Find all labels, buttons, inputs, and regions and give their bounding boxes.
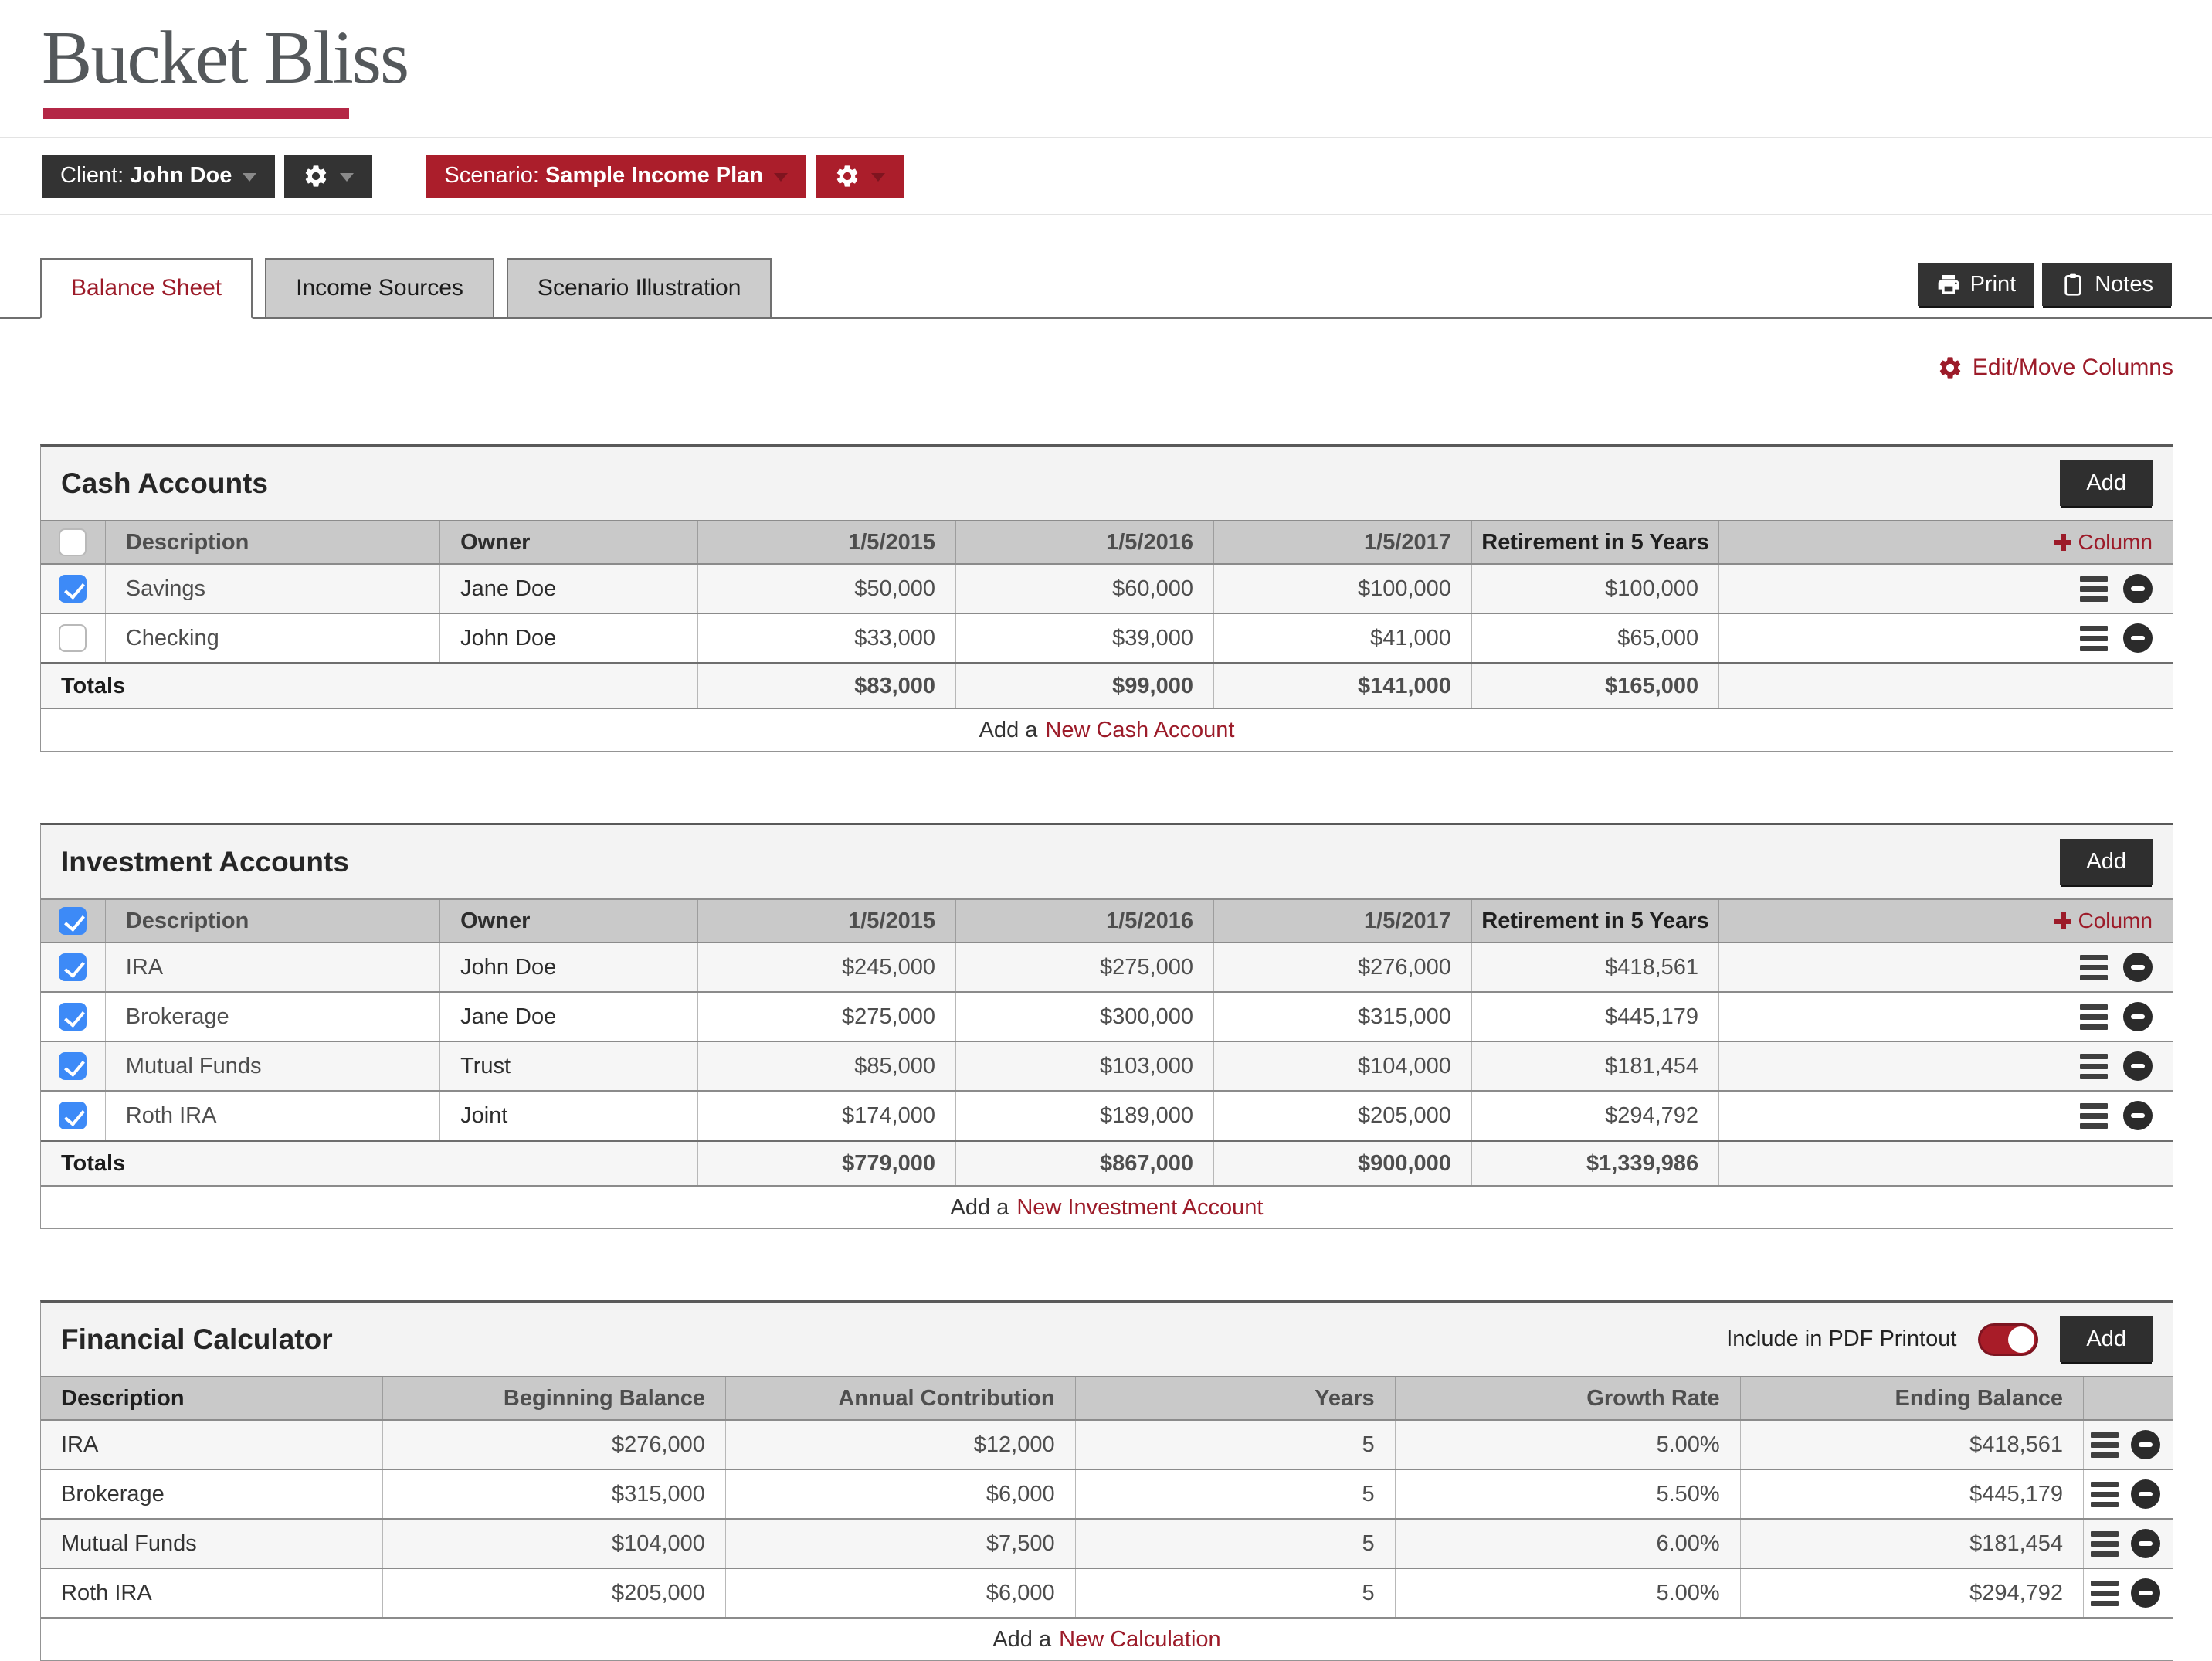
logo-underline [43, 108, 349, 119]
table-footer [41, 708, 2173, 751]
calculator-add-button[interactable]: Add [2060, 1316, 2153, 1362]
column-header-description: Description [105, 900, 439, 942]
row-description: Checking [105, 614, 439, 662]
row-value: $104,000 [1213, 1042, 1471, 1090]
row-value: $39,000 [955, 614, 1213, 662]
row-value: $445,179 [1471, 993, 1718, 1041]
section-title: Cash Accounts [61, 467, 268, 499]
cash-table-header [41, 521, 2173, 563]
table-row [41, 1419, 2173, 1469]
row-value: $12,000 [725, 1421, 1075, 1469]
drag-handle-icon[interactable] [2091, 1432, 2119, 1458]
row-value: $6,000 [725, 1470, 1075, 1518]
row-value: $50,000 [697, 565, 955, 613]
row-value: $445,179 [1740, 1470, 2083, 1518]
column-header-2015: 1/5/2015 [697, 900, 955, 942]
remove-row-icon[interactable] [2123, 574, 2153, 603]
plus-icon [2054, 534, 2071, 551]
print-button[interactable] [1918, 263, 2035, 306]
remove-row-icon[interactable] [2123, 1101, 2153, 1130]
total-value: $83,000 [697, 664, 955, 708]
total-value: $900,000 [1213, 1142, 1471, 1185]
app-header [0, 0, 2212, 138]
row-value: $41,000 [1213, 614, 1471, 662]
row-description: Savings [105, 565, 439, 613]
calculator-table-header [41, 1377, 2173, 1419]
row-value: 5 [1075, 1470, 1395, 1518]
row-value: 5 [1075, 1569, 1395, 1617]
drag-handle-icon[interactable] [2080, 626, 2108, 651]
drag-handle-icon[interactable] [2091, 1581, 2119, 1606]
scenario-settings-button[interactable] [816, 155, 904, 198]
new-investment-account-link[interactable]: New Investment Account [1016, 1194, 1264, 1220]
plus-icon [2054, 912, 2071, 929]
notes-label: Notes [2095, 271, 2153, 297]
row-value: $205,000 [1213, 1092, 1471, 1140]
financial-calculator-section [40, 1300, 2173, 1661]
row-owner: Trust [439, 1042, 697, 1090]
column-header-growth-rate: Growth Rate [1395, 1377, 1740, 1419]
remove-row-icon[interactable] [2123, 1002, 2153, 1031]
column-header-2017: 1/5/2017 [1213, 900, 1471, 942]
drag-handle-icon[interactable] [2080, 955, 2108, 980]
column-header-2015: 1/5/2015 [697, 521, 955, 563]
row-owner: John Doe [439, 943, 697, 991]
investment-select-all-checkbox[interactable] [59, 907, 87, 935]
column-header-retirement: Retirement in 5 Years [1471, 900, 1718, 942]
row-value: $65,000 [1471, 614, 1718, 662]
row-value: $315,000 [382, 1470, 725, 1518]
row-value: $181,454 [1740, 1520, 2083, 1568]
row-value: $294,792 [1740, 1569, 2083, 1617]
remove-row-icon[interactable] [2131, 1578, 2160, 1608]
total-value: $867,000 [955, 1142, 1213, 1185]
table-row [41, 613, 2173, 662]
total-value: $99,000 [955, 664, 1213, 708]
row-owner: John Doe [439, 614, 697, 662]
add-column-link[interactable]: Column [2054, 530, 2152, 555]
add-column-link[interactable]: Column [2054, 909, 2152, 933]
row-value: $294,792 [1471, 1092, 1718, 1140]
row-value: $103,000 [955, 1042, 1213, 1090]
column-header-description: Description [105, 521, 439, 563]
tab-actions [1918, 263, 2172, 306]
tab-bar [0, 258, 2212, 319]
row-description: IRA [61, 1432, 99, 1457]
totals-row [41, 662, 2173, 708]
column-header-owner: Owner [439, 521, 697, 563]
column-header-owner: Owner [439, 900, 697, 942]
totals-label: Totals [61, 673, 126, 698]
row-description: Brokerage [105, 993, 439, 1041]
app-logo [42, 16, 2212, 119]
row-value: $418,561 [1471, 943, 1718, 991]
row-value: $276,000 [382, 1421, 725, 1469]
tab-scenario-illustration[interactable]: Scenario Illustration [507, 258, 772, 317]
client-selector[interactable] [42, 155, 275, 198]
row-value: $174,000 [697, 1092, 955, 1140]
row-value: $100,000 [1471, 565, 1718, 613]
drag-handle-icon[interactable] [2080, 576, 2108, 602]
client-name: John Doe [130, 163, 232, 188]
column-header-2017: 1/5/2017 [1213, 521, 1471, 563]
row-value: $104,000 [382, 1520, 725, 1568]
tab-income-sources[interactable]: Income Sources [265, 258, 494, 317]
drag-handle-icon[interactable] [2080, 1004, 2108, 1030]
table-row [41, 942, 2173, 991]
chevron-down-icon [774, 173, 788, 182]
clipboard-icon [2061, 272, 2085, 297]
investment-accounts-section [40, 823, 2173, 1229]
row-owner: Joint [439, 1092, 697, 1140]
include-pdf-toggle[interactable] [1978, 1323, 2038, 1356]
gear-icon [303, 163, 329, 189]
scenario-selector[interactable] [426, 155, 806, 198]
row-value: $60,000 [955, 565, 1213, 613]
row-description: Roth IRA [61, 1580, 152, 1605]
row-value: $315,000 [1213, 993, 1471, 1041]
row-value: 5.50% [1395, 1470, 1740, 1518]
row-value: $205,000 [382, 1569, 725, 1617]
footer-prefix: Add a [992, 1626, 1052, 1652]
column-header-ending-balance: Ending Balance [1740, 1377, 2083, 1419]
scenario-name: Sample Income Plan [545, 163, 764, 188]
gear-icon [1937, 355, 1963, 381]
section-title: Financial Calculator [61, 1323, 333, 1355]
row-value: $275,000 [955, 943, 1213, 991]
tab-balance-sheet[interactable]: Balance Sheet [40, 258, 253, 319]
cash-accounts-section [40, 444, 2173, 752]
chevron-down-icon [243, 173, 256, 182]
totals-label: Totals [61, 1150, 126, 1176]
row-checkbox[interactable] [59, 1052, 87, 1080]
row-description: Mutual Funds [105, 1042, 439, 1090]
remove-row-icon[interactable] [2131, 1430, 2160, 1459]
table-footer [41, 1185, 2173, 1228]
row-value: $300,000 [955, 993, 1213, 1041]
row-value: $6,000 [725, 1569, 1075, 1617]
drag-handle-icon[interactable] [2080, 1054, 2108, 1079]
row-value: $100,000 [1213, 565, 1471, 613]
row-value: $181,454 [1471, 1042, 1718, 1090]
notes-button[interactable] [2042, 263, 2172, 306]
remove-row-icon[interactable] [2123, 953, 2153, 982]
column-header-retirement: Retirement in 5 Years [1471, 521, 1718, 563]
column-header-2016: 1/5/2016 [955, 521, 1213, 563]
row-value: $276,000 [1213, 943, 1471, 991]
row-description: Brokerage [61, 1481, 165, 1506]
row-value: 5.00% [1395, 1569, 1740, 1617]
remove-row-icon[interactable] [2131, 1529, 2160, 1558]
row-value: 5.00% [1395, 1421, 1740, 1469]
row-value: 5 [1075, 1520, 1395, 1568]
row-value: $33,000 [697, 614, 955, 662]
row-checkbox[interactable] [59, 953, 87, 981]
row-value: $189,000 [955, 1092, 1213, 1140]
edit-move-columns-link[interactable] [40, 355, 2173, 381]
row-value: $7,500 [725, 1520, 1075, 1568]
cash-section-header [41, 447, 2173, 521]
row-value: 6.00% [1395, 1520, 1740, 1568]
edit-move-columns-label: Edit/Move Columns [1972, 355, 2173, 380]
row-value: $275,000 [697, 993, 955, 1041]
table-row [41, 563, 2173, 613]
include-pdf-label: Include in PDF Printout [1726, 1326, 1957, 1351]
row-description: Roth IRA [105, 1092, 439, 1140]
footer-prefix: Add a [979, 717, 1038, 742]
client-toolbar [0, 138, 2212, 215]
scenario-prefix: Scenario: [444, 163, 539, 188]
row-value: $245,000 [697, 943, 955, 991]
row-checkbox[interactable] [59, 1003, 87, 1031]
column-header-description: Description [61, 1385, 185, 1411]
total-value: $1,339,986 [1471, 1142, 1718, 1185]
drag-handle-icon[interactable] [2080, 1103, 2108, 1129]
row-value: $85,000 [697, 1042, 955, 1090]
table-row [41, 1518, 2173, 1568]
row-value: $418,561 [1740, 1421, 2083, 1469]
column-header-2016: 1/5/2016 [955, 900, 1213, 942]
remove-row-icon[interactable] [2123, 1051, 2153, 1081]
client-settings-button[interactable] [284, 155, 372, 198]
row-value: 5 [1075, 1421, 1395, 1469]
section-title: Investment Accounts [61, 845, 349, 878]
row-description: IRA [105, 943, 439, 991]
cash-add-button[interactable]: Add [2060, 460, 2153, 506]
table-row [41, 1090, 2173, 1140]
investment-section-header [41, 825, 2173, 900]
investment-table-header [41, 900, 2173, 942]
cash-select-all-checkbox[interactable] [59, 528, 87, 556]
table-row [41, 1469, 2173, 1518]
total-value: $141,000 [1213, 664, 1471, 708]
row-owner: Jane Doe [439, 993, 697, 1041]
column-header-years: Years [1075, 1377, 1395, 1419]
table-footer [41, 1617, 2173, 1660]
printer-icon [1936, 272, 1961, 297]
new-calculation-link[interactable]: New Calculation [1059, 1626, 1221, 1652]
column-header-beginning-balance: Beginning Balance [382, 1377, 725, 1419]
chevron-down-icon [871, 173, 885, 182]
table-row [41, 991, 2173, 1041]
gear-icon [834, 163, 860, 189]
row-owner: Jane Doe [439, 565, 697, 613]
table-row [41, 1568, 2173, 1617]
remove-row-icon[interactable] [2123, 623, 2153, 653]
total-value: $165,000 [1471, 664, 1718, 708]
drag-handle-icon[interactable] [2091, 1482, 2119, 1507]
chevron-down-icon [340, 173, 354, 182]
drag-handle-icon[interactable] [2091, 1531, 2119, 1557]
new-cash-account-link[interactable]: New Cash Account [1045, 717, 1235, 742]
main-content [0, 355, 2212, 1661]
row-checkbox[interactable] [59, 1102, 87, 1129]
row-description: Mutual Funds [61, 1530, 197, 1556]
table-row [41, 1041, 2173, 1090]
investment-add-button[interactable]: Add [2060, 839, 2153, 885]
footer-prefix: Add a [950, 1194, 1009, 1220]
row-checkbox[interactable] [59, 575, 87, 603]
app-logo-text: Bucket Bliss [42, 16, 409, 100]
client-prefix: Client: [60, 163, 124, 188]
column-header-annual-contribution: Annual Contribution [725, 1377, 1075, 1419]
remove-row-icon[interactable] [2131, 1479, 2160, 1509]
print-label: Print [1969, 271, 2017, 297]
row-checkbox[interactable] [59, 624, 87, 652]
totals-row [41, 1140, 2173, 1185]
calculator-section-header [41, 1303, 2173, 1377]
total-value: $779,000 [697, 1142, 955, 1185]
